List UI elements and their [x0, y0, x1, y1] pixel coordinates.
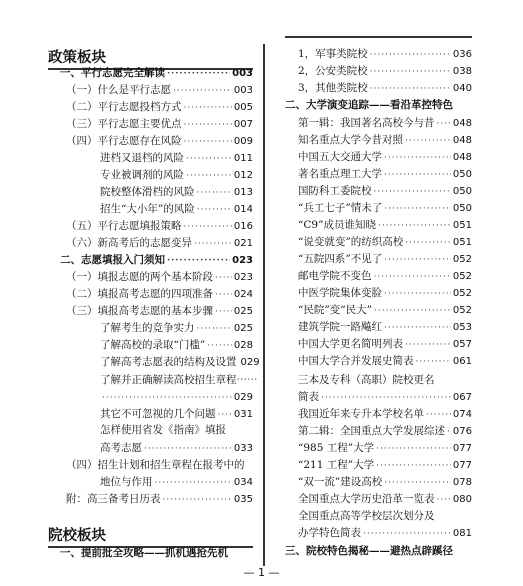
toc-page-number: 003: [232, 68, 253, 79]
dot-leader: [405, 133, 451, 150]
toc-entry[interactable]: [298, 183, 472, 200]
toc-entry-text: 我国近年来专升本学校名单: [298, 408, 424, 420]
toc-entry-text: 了解并正确解读高校招生章程⋯⋯: [100, 374, 258, 386]
dot-leader: [447, 424, 451, 441]
toc-entry-text: 了解高考志愿表的结构及设置: [100, 356, 237, 368]
toc-entry-text: 中国大学合并发展史简表: [298, 355, 414, 367]
toc-entry[interactable]: [298, 457, 472, 474]
dot-leader: [184, 100, 232, 117]
toc-entry[interactable]: [298, 372, 472, 389]
toc-page-number: 067: [452, 392, 472, 403]
dot-leader: [374, 184, 451, 201]
toc-page-number: 048: [452, 152, 472, 163]
toc-entry-text: 全国重点大学历史沿革一览表: [298, 493, 435, 505]
dot-leader: [215, 304, 232, 321]
dot-leader: [374, 303, 451, 320]
toc-page-number: 050: [452, 169, 472, 180]
dot-leader: [186, 151, 232, 168]
toc-page-number: 036: [452, 49, 472, 60]
toc-page-number: 040: [452, 83, 472, 94]
toc-entry-text: 第一辑：我国著名高校今与昔: [298, 117, 435, 129]
toc-entry[interactable]: [298, 525, 472, 542]
toc-entry-text: 怎样使用省发《指南》填报: [100, 424, 226, 436]
toc-entry[interactable]: [66, 116, 253, 133]
toc-page-number: 050: [452, 186, 472, 197]
toc-entry-text: 了解考生的竞争实力: [100, 322, 195, 334]
toc-entry[interactable]: [298, 285, 472, 302]
toc-entry[interactable]: [298, 217, 472, 234]
dot-leader: [384, 201, 451, 218]
toc-page-number: 025: [233, 306, 253, 317]
dot-leader: [163, 492, 232, 509]
toc-entry[interactable]: [298, 149, 472, 166]
toc-entry[interactable]: [100, 337, 253, 354]
dot-leader: [155, 475, 232, 492]
dot-leader: [197, 321, 232, 338]
section-title-schools: 院校板块: [48, 527, 106, 544]
dot-leader: [197, 202, 232, 219]
toc-entry-text: “说变就变”的纺织高校: [298, 236, 404, 248]
toc-entry[interactable]: [298, 166, 472, 183]
toc-entry-text: 附：高三备考日历表: [66, 493, 161, 505]
toc-entry-text: 招生“大小年”的风险: [100, 203, 195, 215]
toc-entry-text: 1，军事类院校: [298, 48, 368, 60]
toc-page-number: 050: [452, 203, 472, 214]
toc-page-number: 013: [233, 187, 253, 198]
toc-entry[interactable]: [298, 268, 472, 285]
toc-entry[interactable]: [298, 46, 472, 63]
toc-entry[interactable]: [298, 508, 472, 525]
dot-leader: [384, 320, 451, 337]
column-divider: [263, 44, 265, 566]
toc-entry[interactable]: [298, 474, 472, 491]
toc-entry-text: 高考志愿: [100, 442, 142, 454]
section-divider: [285, 36, 472, 38]
toc-entry[interactable]: [298, 423, 472, 440]
toc-entry[interactable]: [298, 251, 472, 268]
toc-page-number: 029: [233, 392, 253, 403]
toc-page-number: 057: [452, 339, 472, 350]
toc-page-number: 080: [452, 494, 472, 505]
toc-page-number: 031: [233, 409, 253, 420]
toc-entry-text: 专业被调剂的风险: [100, 169, 184, 181]
dot-leader: [363, 526, 451, 543]
dot-leader: [144, 441, 232, 458]
toc-entry-text: 院校整体滑档的风险: [100, 186, 195, 198]
toc-entry-text: 简表: [298, 391, 319, 403]
toc-entry-text: 一、平行志愿完全解读: [60, 67, 165, 79]
dot-leader: [374, 269, 451, 286]
toc-entry[interactable]: [66, 303, 253, 320]
toc-entry-text: 建筑学院一路飚红: [298, 321, 382, 333]
toc-page-number: 038: [452, 66, 472, 77]
toc-entry-text: 3，其他类院校: [298, 82, 368, 94]
toc-page-number: 033: [233, 443, 253, 454]
toc-entry[interactable]: [298, 132, 472, 149]
dot-leader: [207, 338, 232, 355]
toc-page-number: 052: [452, 305, 472, 316]
toc-page-number: 048: [452, 118, 472, 129]
toc-entry-text: （三）平行志愿主要优点: [66, 118, 182, 130]
toc-entry-text: 国防科工委院校: [298, 185, 372, 197]
toc-entry[interactable]: [100, 389, 253, 406]
toc-entry-text: “双一流”建设高校: [298, 476, 383, 488]
toc-entry[interactable]: [298, 302, 472, 319]
toc-entry[interactable]: [298, 491, 472, 508]
dot-leader: [197, 185, 232, 202]
page-number: — 1 —: [243, 566, 280, 579]
toc-page-number: 051: [452, 220, 472, 231]
toc-page-number: 016: [233, 221, 253, 232]
toc-entry[interactable]: [60, 65, 253, 82]
toc-page-number: 014: [233, 204, 253, 215]
toc-entry[interactable]: [66, 491, 253, 508]
dot-leader: [102, 390, 232, 407]
toc-entry-text: 三本及专科（高职）院校更名: [298, 374, 435, 386]
toc-page-number: 034: [233, 477, 253, 488]
toc-entry-text: 一、提前批全攻略——抓机遇抢先机: [60, 547, 228, 559]
toc-entry-text: 二、大学演变追踪——看沿革控特色: [285, 99, 453, 111]
toc-entry[interactable]: [285, 543, 472, 560]
toc-page-number: 025: [233, 323, 253, 334]
dot-leader: [184, 134, 232, 151]
toc-page-number: 023: [232, 255, 253, 266]
toc-entry-text: 地位与作用: [100, 476, 153, 488]
dot-leader: [376, 458, 451, 475]
toc-entry-text: （一）什么是平行志愿: [66, 84, 171, 96]
toc-entry[interactable]: [100, 184, 253, 201]
toc-entry[interactable]: [298, 80, 472, 97]
dot-leader: [173, 83, 232, 100]
toc-entry[interactable]: [298, 319, 472, 336]
dot-leader: [405, 235, 451, 252]
toc-entry-text: （五）平行志愿填报策略: [66, 220, 182, 232]
toc-entry-text: 著名重点理工大学: [298, 168, 382, 180]
dot-leader: [437, 116, 451, 133]
dot-leader: [384, 150, 451, 167]
toc-entry[interactable]: [100, 201, 253, 218]
dot-leader: [184, 219, 232, 236]
toc-page-number: 005: [233, 102, 253, 113]
toc-entry-text: “C9”成员谁知晓: [298, 219, 376, 231]
toc-entry-text: “五院四系”不见了: [298, 253, 383, 265]
toc-entry-text: “兵工七子”情未了: [298, 202, 383, 214]
dot-leader: [384, 286, 451, 303]
dot-leader: [186, 168, 232, 185]
dot-leader: [370, 47, 451, 64]
toc-entry-text: （四）平行志愿存在风险: [66, 135, 182, 147]
toc-entry[interactable]: [285, 97, 472, 114]
dot-leader: [384, 167, 451, 184]
toc-page-number: 021: [233, 238, 253, 249]
toc-entry[interactable]: [66, 286, 253, 303]
dot-leader: [194, 236, 232, 253]
toc-page-number: 028: [233, 340, 253, 351]
toc-entry[interactable]: [100, 440, 253, 457]
toc-entry-text: （四）招生计划和招生章程在报考中的: [66, 459, 245, 471]
toc-entry[interactable]: [66, 133, 253, 150]
toc-entry-text: 其它不可忽视的几个问题: [100, 408, 216, 420]
toc-entry-text: 二、志愿填报入门须知: [60, 254, 165, 266]
toc-entry[interactable]: [100, 320, 253, 337]
dot-leader: [370, 64, 451, 81]
toc-entry-text: 三、院校特色揭秘——避热点辟蹊径: [285, 545, 453, 557]
toc-entry[interactable]: [66, 269, 253, 286]
toc-entry[interactable]: [100, 422, 253, 439]
toc-entry-text: 中国五大交通大学: [298, 151, 382, 163]
toc-page-number: 007: [233, 119, 253, 130]
toc-entry-text: 邮电学院不变色: [298, 270, 372, 282]
toc-page-number: 029: [240, 357, 260, 368]
toc-entry[interactable]: [66, 457, 253, 474]
toc-entry-text: （六）新高考后的志愿变异: [66, 237, 192, 249]
toc-entry-text: 中医学院集体变脸: [298, 287, 382, 299]
dot-leader: [167, 253, 230, 270]
toc-page-number: 076: [452, 426, 472, 437]
toc-entry[interactable]: [298, 234, 472, 251]
toc-page-number: 009: [233, 136, 253, 147]
toc-page-number: 003: [233, 85, 253, 96]
toc-page-number: 024: [233, 289, 253, 300]
toc-entry[interactable]: [100, 406, 253, 423]
toc-entry-text: “985 工程”大学: [298, 442, 375, 454]
toc-entry-text: 全国重点高等学校层次划分及: [298, 510, 435, 522]
toc-page-number: 051: [452, 237, 472, 248]
toc-entry[interactable]: [298, 406, 472, 423]
toc-entry-text: （一）填报志愿的两个基本阶段: [66, 271, 213, 283]
toc-page-number: 061: [452, 356, 472, 367]
toc-page-number: 035: [233, 494, 253, 505]
dot-leader: [384, 252, 451, 269]
toc-page-number: 052: [452, 254, 472, 265]
toc-entry[interactable]: [298, 63, 472, 80]
toc-entry[interactable]: [298, 440, 472, 457]
toc-page-number: 052: [452, 288, 472, 299]
toc-page-number: 023: [233, 272, 253, 283]
toc-entry-text: 中国大学更名简明列表: [298, 338, 403, 350]
toc-entry[interactable]: [298, 200, 472, 217]
section-title-policy: 政策板块: [48, 49, 106, 66]
toc-entry-text: （三）填报高考志愿的基本步骤: [66, 305, 213, 317]
toc-entry[interactable]: [66, 218, 253, 235]
dot-leader: [378, 218, 451, 235]
toc-entry-text: 进档又退档的风险: [100, 152, 184, 164]
toc-entry[interactable]: [100, 474, 253, 491]
toc-entry-text: “民院”变“民大”: [298, 304, 372, 316]
toc-page-number: 011: [233, 153, 253, 164]
toc-entry[interactable]: [100, 150, 253, 167]
dot-leader: [416, 354, 451, 371]
toc-entry[interactable]: [100, 372, 258, 389]
toc-entry-text: 第二辑：全国重点大学发展综述: [298, 425, 445, 437]
toc-entry-text: 知名重点大学今昔对照: [298, 134, 403, 146]
dot-leader: [215, 270, 232, 287]
dot-leader: [215, 287, 232, 304]
dot-leader: [384, 475, 451, 492]
toc-entry[interactable]: [60, 545, 253, 562]
toc-page-number: 052: [452, 271, 472, 282]
toc-entry[interactable]: [298, 389, 472, 406]
toc-entry-text: “211 工程”大学: [298, 459, 375, 471]
toc-entry[interactable]: [100, 167, 253, 184]
dot-leader: [167, 66, 230, 83]
dot-leader: [426, 407, 451, 424]
toc-page-number: 074: [452, 409, 472, 420]
toc-entry[interactable]: [298, 336, 472, 353]
toc-page-number: 012: [233, 170, 253, 181]
dot-leader: [405, 337, 451, 354]
toc-entry-text: 了解高校的录取“门槛”: [100, 339, 206, 351]
toc-page-number: 077: [452, 443, 472, 454]
toc-page-number: 053: [452, 322, 472, 333]
toc-entry[interactable]: [60, 252, 253, 269]
dot-leader: [370, 81, 451, 98]
toc-entry-text: 办学特色简表: [298, 527, 361, 539]
toc-page-number: 081: [452, 528, 472, 539]
toc-page-number: 048: [452, 135, 472, 146]
toc-entry[interactable]: [66, 235, 253, 252]
toc-entry[interactable]: [66, 82, 253, 99]
toc-page-number: 077: [452, 460, 472, 471]
toc-entry[interactable]: [66, 99, 253, 116]
toc-page-number: 078: [452, 477, 472, 488]
dot-leader: [184, 117, 232, 134]
toc-entry-text: 2，公安类院校: [298, 65, 368, 77]
dot-leader: [321, 390, 451, 407]
toc-entry[interactable]: [298, 115, 472, 132]
toc-entry-text: （二）填报高考志愿的四项准备: [66, 288, 213, 300]
toc-entry-text: （二）平行志愿投档方式: [66, 101, 182, 113]
dot-leader: [437, 492, 451, 509]
dot-leader: [376, 441, 451, 458]
toc-entry[interactable]: [100, 354, 260, 371]
toc-entry[interactable]: [298, 353, 472, 370]
